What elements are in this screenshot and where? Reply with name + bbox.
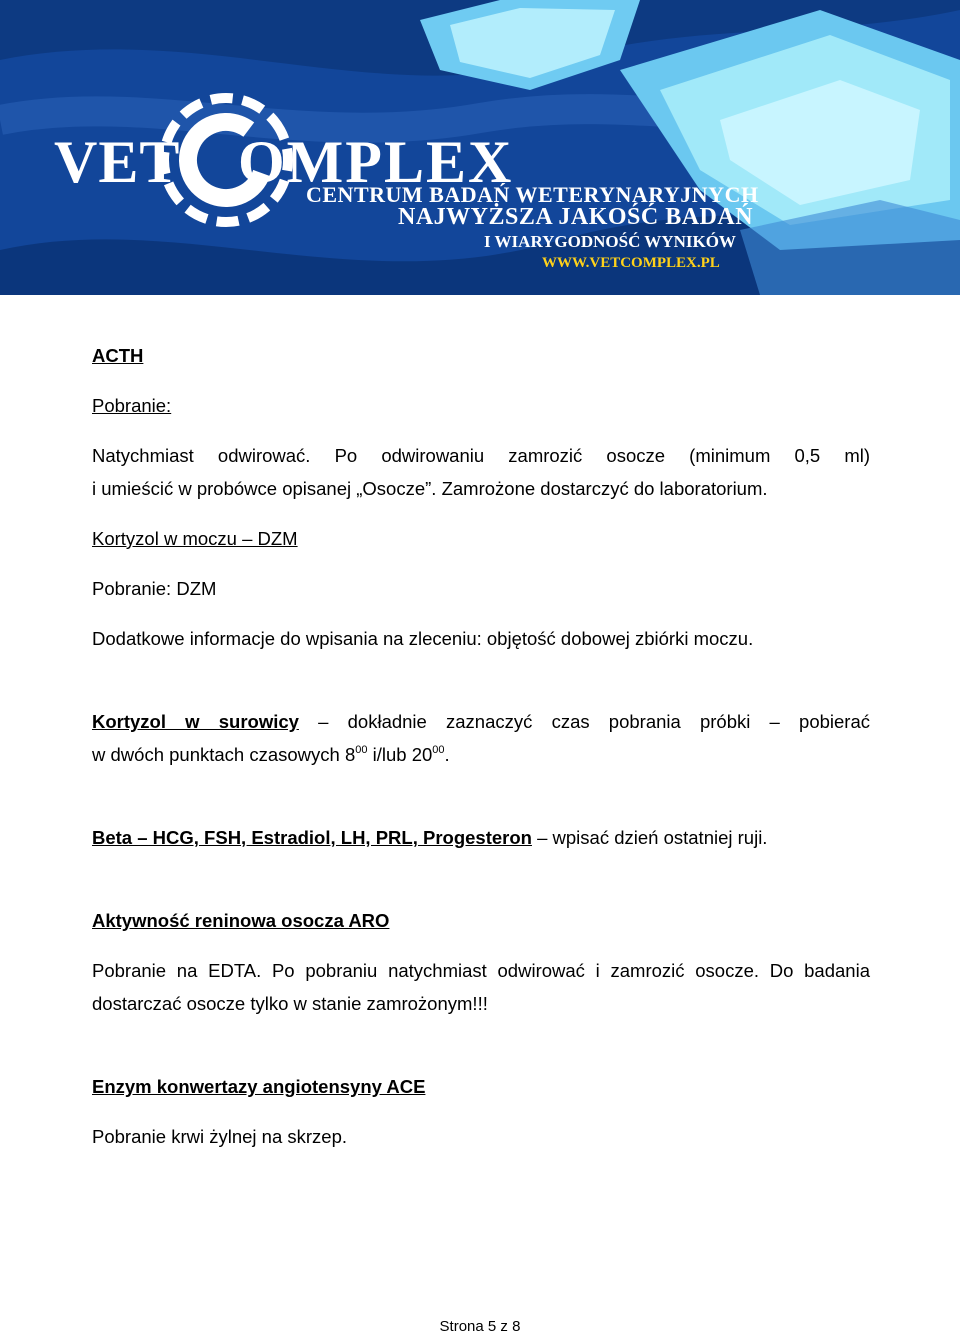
beta-text: – wpisać dzień ostatniej ruji. xyxy=(531,827,768,848)
kortyzol-surowica-line-1 xyxy=(92,705,870,738)
section-title-acth: ACTH xyxy=(92,345,144,366)
section-title-kortyzol-mocz: Kortyzol w moczu – DZM xyxy=(92,528,298,549)
kortyzol-surowica-text-b: i/lub 20 xyxy=(367,744,433,765)
section-title-kortyzol-surowica: Kortyzol w surowicy xyxy=(92,711,299,732)
logo-text-vet: VET xyxy=(54,129,181,195)
kortyzol-mocz-pobranie: Pobranie: DZM xyxy=(92,578,217,599)
banner-website: WWW.VETCOMPLEX.PL xyxy=(542,255,720,271)
document-content xyxy=(92,339,870,1153)
aro-text-line-2: dostarczać osocze tylko w stanie zamrożonym!!! xyxy=(92,993,488,1014)
kortyzol-surowica-text-a: w dwóch punktach czasowych 8 xyxy=(92,744,356,765)
page-number: Strona 5 z 8 xyxy=(439,1318,521,1335)
acth-subtitle: Pobranie: xyxy=(92,395,172,416)
kortyzol-surowica-line-2 xyxy=(92,738,870,771)
acth-text-line-2: i umieścić w probówce opisanej „Osocze”. Zamrożone dostarczyć do laboratorium. xyxy=(92,478,768,499)
spacer xyxy=(92,771,870,821)
aro-text-line-1: Pobranie na EDTA. Po pobraniu natychmiast odwirować i zamrozić osocze. Do badania xyxy=(92,960,870,981)
section-title-aro: Aktywność reninowa osocza ARO xyxy=(92,910,390,931)
time-superscript-2: 00 xyxy=(432,744,445,756)
kortyzol-mocz-info: Dodatkowe informacje do wpisania na zleceniu: objętość dobowej zbiórki moczu. xyxy=(92,628,754,649)
section-title-beta: Beta – HCG, FSH, Estradiol, LH, PRL, Progesteron xyxy=(92,827,532,848)
spacer xyxy=(92,372,870,389)
kortyzol-surowica-text: – dokładnie zaznaczyć czas pobrania próbki – pobierać xyxy=(298,711,870,732)
logo-text-omplex: OMPLEX xyxy=(238,129,514,195)
header-banner xyxy=(0,0,960,295)
banner-tagline-1: CENTRUM BADAŃ WETERYNARYJNYCH xyxy=(306,182,759,207)
spacer xyxy=(92,854,870,904)
spacer xyxy=(92,605,870,622)
banner-tagline-2: NAJWYŻSZA JAKOŚĆ BADAŃ xyxy=(398,204,754,230)
spacer xyxy=(92,505,870,522)
ace-text: Pobranie krwi żylnej na skrzep. xyxy=(92,1126,347,1147)
spacer xyxy=(92,1103,870,1120)
kortyzol-surowica-text-c: . xyxy=(444,744,450,765)
spacer xyxy=(92,1020,870,1070)
spacer xyxy=(92,422,870,439)
beta-line xyxy=(92,821,870,854)
section-title-ace: Enzym konwertazy angiotensyny ACE xyxy=(92,1076,426,1097)
banner-tagline-3: I WIARYGODNOŚĆ WYNIKÓW xyxy=(484,232,736,251)
spacer xyxy=(92,555,870,572)
acth-text-line-1: Natychmiast odwirować. Po odwirowaniu zamrozić osocze (minimum 0,5 ml) xyxy=(92,445,870,466)
time-superscript-1: 00 xyxy=(355,744,368,756)
spacer xyxy=(92,655,870,705)
spacer xyxy=(92,937,870,954)
